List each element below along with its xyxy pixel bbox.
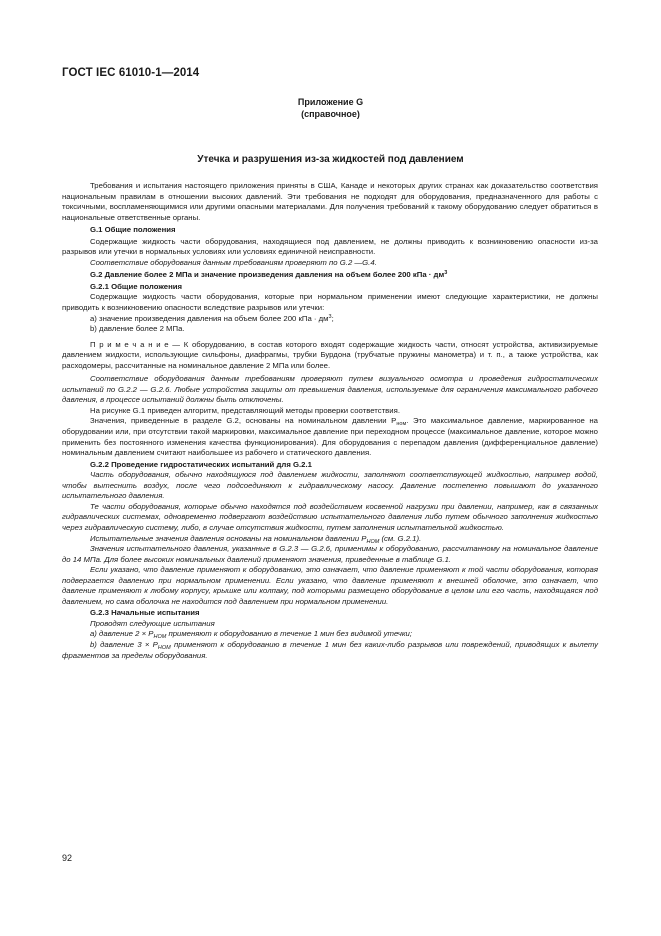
g21-item-a bbox=[62, 314, 598, 325]
g1-paragraph: Содержащие жидкость части оборудования, находящиеся под давлением, не должны приводить к возникновению опасности из-за разрывов или утечки в нормальных условиях или условиях единичной неисправности. bbox=[62, 236, 598, 257]
g23-a-pre: a) давление 2 × P bbox=[90, 629, 154, 639]
g21-item-a-tail: ; bbox=[331, 313, 334, 323]
g21-item-a-sup: 3 bbox=[328, 313, 332, 320]
g21-figure-reference: На рисунке G.1 приведен алгоритм, представляющий методы проверки соответствия. bbox=[90, 405, 400, 415]
section-heading-g1: G.1 Общие положения bbox=[90, 225, 176, 235]
section-heading-g23: G.2.3 Начальные испытания bbox=[90, 608, 200, 618]
g22-paragraph-1: Часть оборудования, обычно находящуюся под давлением жидкости, заполняют соответствующей жидкостью, например водой, чтобы вытеснить воздух, после чего подсоединяют к гидравлическому насосу. Давление постепенно повышают до указанного испытательного давления. bbox=[62, 470, 598, 501]
g21-nominal-sub: ном bbox=[396, 421, 407, 428]
g23-paragraph: Проводят следующие испытания bbox=[90, 618, 215, 628]
intro-paragraph: Требования и испытания настоящего приложения приняты в США, Канаде и некоторых других странах как доказательство соответствия национальным правилам в отношении высоких давлений. Эти требования не подходят для оборудования, предназначенного для работы с токсичными, воспламеняющимися или другими опасными материалами. Для получения требований к такому оборудованию следует обратиться в национальные ответственные органы. bbox=[62, 181, 598, 222]
section-heading-g2 bbox=[62, 270, 598, 281]
g1-compliance: Соответствие оборудования данным требованиям проверяют по G.2 —G.4. bbox=[90, 257, 377, 267]
note-text: — К оборудованию, в состав которого входят содержащие жидкость части, относят устройства, активизируемые давлением жидкости, использующие сильфоны, диафрагмы, трубки Бурдона (трубчатые пружины манометра) и т. п., а также устройства, как расходомеры, рассчитанные на номинальное давление 2 МПа или более. bbox=[62, 339, 598, 370]
annex-title: Утечка и разрушения из-за жидкостей под давлением bbox=[197, 154, 464, 165]
section-heading-g21: G.2.1 Общие положения bbox=[90, 281, 183, 291]
g2-heading-sup: 3 bbox=[444, 270, 448, 277]
note-paragraph bbox=[62, 340, 598, 372]
g22-paragraph-5: Если указано, что давление применяют к оборудованию, это означает, что давление применяют к той части оборудования, которая подвергается давлению при нормальном применении. Если указано, что давление применяют к внешней оболочке, это означает, что давление применяют к любому корпусу, крышке или колпаку, под которыми размещено оборудование в целом или его часть, находящаяся под давлением, но сама оболочка не находится под давлением при нормальном применении. bbox=[62, 565, 598, 606]
g21-nominal-pressure bbox=[62, 416, 598, 458]
g22-p3-pre: Испытательные значения давления основаны на номинальном давлении P bbox=[90, 533, 367, 543]
g22-p3-sub: НОМ bbox=[366, 538, 380, 545]
g23-a-post: применяют к оборудованию в течение 1 мин без видимой утечки; bbox=[166, 629, 412, 639]
g23-item-a bbox=[62, 629, 598, 640]
note-label: П р и м е ч а н и е bbox=[90, 339, 169, 349]
g2-heading-text: G.2 Давление более 2 МПа и значение произведения давления на объем более 200 кПа · дм bbox=[90, 270, 445, 280]
g22-p3-post: (см. G.2.1). bbox=[379, 533, 422, 543]
g23-b-sub: НОМ bbox=[157, 644, 171, 651]
g23-item-b bbox=[62, 640, 598, 661]
annex-label: Приложение G bbox=[297, 97, 364, 107]
g21-nominal-post: . Это максимальное давление, маркированное на оборудовании или, при отсутствии такой маркировки, максимальное давление при переходном процессе (максимальное давление, которое можно применить без постоянного изменения качества функционирования). Для оборудования с перепадом давления (дифференциальное давление) номинальным давлением считают наибольшее из рабочего и статического давления. bbox=[62, 416, 598, 458]
document-body bbox=[62, 181, 598, 661]
g21-item-a-text: a) значение произведения давления на объем более 200 кПа · дм bbox=[90, 313, 329, 323]
g21-item-b: b) давление более 2 МПа. bbox=[90, 324, 185, 334]
section-heading-g22: G.2.2 Проведение гидростатических испытаний для G.2.1 bbox=[90, 459, 312, 469]
g22-paragraph-4: Значения испытательного давления, указанные в G.2.3 — G.2.6, применимы к оборудованию, рассчитанному на номинальное давление до 14 МПа. Для более высоких номинальных давлений применяют значения, приведенные в таблице G.1. bbox=[62, 544, 598, 564]
g21-paragraph: Содержащие жидкость части оборудования, которые при нормальном применении имеют следующие характеристики, не должны приводить к возникновению опасности вследствие разрывов или утечки: bbox=[62, 292, 598, 313]
g22-paragraph-2: Те части оборудования, которые обычно находятся под воздействием косвенной нагрузки при давлении, например, как в связанных гидравлических системах, одновременно подвергают воздействию испытательного давления либо путем обычного заполнения жидкостью через гидравлическую систему, либо, в случае отсутствия жидкости, путем заполнения испытательной жидкостью. bbox=[62, 501, 598, 532]
g21-nominal-pre: Значения, приведенные в разделе G.2, основаны на номинальном давлении P bbox=[90, 416, 397, 426]
g22-paragraph-3 bbox=[62, 534, 598, 545]
standard-designation: ГОСТ IEC 61010-1—2014 bbox=[62, 67, 200, 79]
g23-b-post: применяют к оборудованию в течение 1 мин без каких-либо разрывов или повреждений, приводящих к вылету фрагментов за пределы оборудования. bbox=[62, 639, 598, 660]
annex-type: (справочное) bbox=[301, 109, 360, 119]
g21-compliance: Соответствие оборудования данным требованиям проверяют путем визуального осмотра и проведения гидростатических испытаний по G.2.2 — G.2.6. Любые устройства защиты от превышения давления, используемые для ограничения максимального рабочего давления, в процессе испытаний должны быть отключены. bbox=[62, 374, 598, 405]
g23-b-pre: b) давление 3 × P bbox=[90, 639, 158, 649]
g23-a-sub: НОМ bbox=[153, 634, 167, 641]
page-number: 92 bbox=[62, 853, 73, 863]
